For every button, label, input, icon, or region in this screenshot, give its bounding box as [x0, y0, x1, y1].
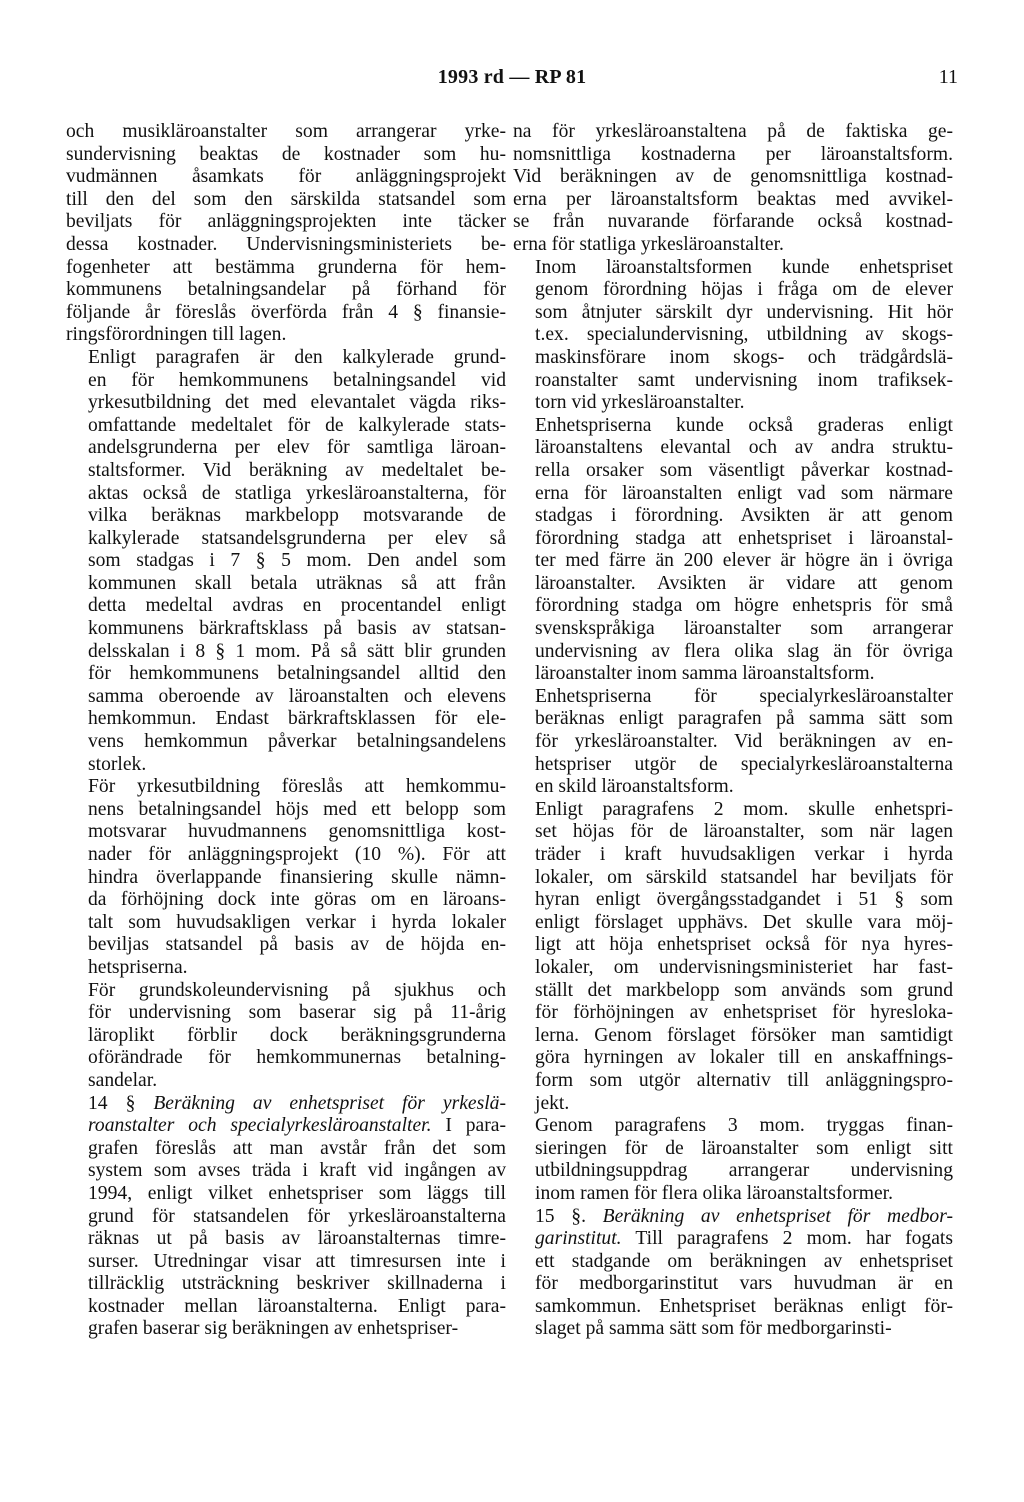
text-line: lokaler, om undervisningsministeriet har fast-	[535, 956, 953, 978]
text-line: erna per läroanstaltsform beaktas med avvikel-	[513, 188, 953, 210]
text-line: ligt att höja enhetspriset också för nya hyres-	[535, 934, 953, 956]
text-line: 1994, enligt vilket enhetspriser som läggs till	[88, 1182, 506, 1204]
text-line: sundervisning beaktas de kostnader som hu-	[66, 143, 506, 165]
text-line: förordning stadga om högre enhetspris för små	[535, 595, 953, 617]
paragraph	[513, 415, 953, 686]
text-line: kostnader mellan läroanstalterna. Enligt para-	[88, 1295, 506, 1317]
text-line: följande år föreslås överförda från 4 § finansie-	[66, 301, 506, 323]
text-line: ställt det markbelopp som används som grund	[535, 979, 953, 1001]
text-line: garinstitut. Till paragrafens 2 mom. har fogats	[535, 1228, 953, 1250]
text-line: kommunens betalningsandelar på förhand för	[66, 279, 506, 301]
text-line: svenskspråkiga läroanstalter som arrangerar	[535, 618, 953, 640]
text-line: tillräcklig utsträckning beskriver skillnaderna i	[88, 1273, 506, 1295]
text-line: dessa kostnader. Undervisningsministeriets be-	[66, 233, 506, 255]
paragraph	[513, 1115, 953, 1205]
text-line: 15 §. Beräkning av enhetspriset för medbor-	[535, 1205, 953, 1227]
text-line: läroanstalter. Avsikten är vidare att genom	[535, 572, 953, 594]
text-line: torn vid yrkesläroanstalter.	[535, 392, 745, 414]
text-line: form som utgör alternativ till anläggningspro-	[535, 1069, 953, 1091]
text-line: till den del som den särskilda statsandel som	[66, 188, 506, 210]
text-line: fogenheter att bestämma grunderna för hem-	[66, 256, 506, 278]
text-line: ett stadgande om beräkningen av enhetspriset	[535, 1250, 953, 1272]
text-line: system som avses träda i kraft vid ingången av	[88, 1160, 506, 1182]
text-line: samma oberoende av läroanstalten och elevens	[88, 685, 506, 707]
paragraph	[66, 776, 506, 979]
text-line: staltsformer. Vid beräkning av medeltalet be-	[88, 459, 506, 481]
text-line: yrkesutbildning det med elevantalet vägda riks-	[88, 392, 506, 414]
text-line: Genom paragrafens 3 mom. tryggas finan-	[535, 1115, 953, 1137]
text-line: oförändrade för hemkommunernas betalning-	[88, 1047, 506, 1069]
text-line: lerna. Genom förslaget försöker man samtidigt	[535, 1024, 953, 1046]
text-line: beviljas statsandel på basis av de höjda en-	[88, 934, 506, 956]
text-line: nader för anläggningsprojekt (10 %). För att	[88, 844, 506, 865]
paragraph	[66, 121, 506, 347]
text-line: inom ramen för flera olika läroanstaltsformer.	[535, 1182, 893, 1204]
text-line: för hemkommunens betalningsandel alltid den	[88, 663, 506, 685]
text-line: sandelar.	[88, 1069, 158, 1091]
text-line: Enligt paragrafens 2 mom. skulle enhetspri-	[535, 798, 953, 820]
paragraph	[513, 1206, 953, 1342]
text-line: andelsgrunderna per elev för samtliga läroan-	[88, 437, 506, 459]
text-line: ringsförordningen till lagen.	[66, 324, 287, 346]
text-line: vilka beräknas markbelopp motsvarande de	[88, 505, 506, 527]
text-line: kalkylerade statsandelsgrunderna per elev så	[88, 527, 506, 549]
text-line: t.ex. specialundervisning, utbildning av skogs-	[535, 324, 953, 346]
text-line: utbildningsuppdrag arrangerar undervisning	[535, 1160, 953, 1182]
text-line: lokaler, om särskild statsandel har beviljats för	[535, 866, 953, 888]
text-line: förordning stadga att enhetspriset i läroanstal-	[535, 527, 953, 549]
text-line: läroanstalter inom samma läroanstaltsform.	[535, 663, 875, 685]
text-line: nomsnittliga kostnaderna per läroanstaltsform.	[513, 143, 953, 165]
text-line: se från nuvarande förfarande också kostnad-	[513, 211, 953, 233]
text-line: läroplikt förblir dock beräkningsgrunderna	[88, 1024, 506, 1046]
text-line: hetspriserna.	[88, 956, 188, 978]
text-line: och musikläroanstalter som arrangerar yrke-	[66, 121, 506, 142]
text-line: kommunen skall betala uträknas så att från	[88, 572, 506, 594]
text-line: nens betalningsandel höjs med ett belopp som	[88, 798, 506, 820]
text-line: kommunens bärkraftsklass på basis av statsan-	[88, 618, 506, 640]
left-column	[66, 121, 506, 1341]
text-line: ter med färre än 200 elever är högre än i övriga	[535, 550, 953, 572]
text-line: erna för läroanstalten enligt vad som närmare	[535, 482, 953, 504]
text-line: surser. Utredningar visar att timresursen inte i	[88, 1250, 506, 1272]
text-line: som åtnjuter särskilt dyr undervisning. Hit hör	[535, 301, 953, 323]
right-column	[513, 121, 953, 1341]
text-line: För yrkesutbildning föreslås att hemkommu-	[88, 776, 506, 798]
running-header-title: 1993 rd — RP 81	[437, 66, 587, 88]
paragraph	[513, 799, 953, 1115]
text-line: räknas ut på basis av läroanstalternas timre-	[88, 1228, 506, 1250]
text-line: hemkommun. Endast bärkraftsklassen för ele-	[88, 708, 506, 730]
text-line: beräknas enligt paragrafen på samma sätt som	[535, 708, 953, 730]
text-line: en skild läroanstaltsform.	[535, 776, 734, 798]
text-line: göra hyrningen av lokaler till en anskaffnings-	[535, 1047, 953, 1069]
text-line: vudmännen åsamkats för anläggningsprojekt	[66, 166, 506, 188]
text-line: samkommun. Enhetspriset beräknas enligt för-	[535, 1295, 953, 1317]
text-line: Inom läroanstaltsformen kunde enhetspriset	[535, 256, 953, 278]
text-line: för förhöjningen av enhetspriset för hyresloka-	[535, 1002, 953, 1024]
page-number: 11	[938, 66, 958, 88]
text-line: för yrkesläroanstalter. Vid beräkningen av en-	[535, 731, 953, 753]
text-line: motsvarar huvudmannens genomsnittliga kost-	[88, 821, 506, 843]
text-line: stadgas i förordning. Avsikten är att genom	[535, 505, 953, 527]
text-line: beviljats för anläggningsprojekten inte täcker	[66, 211, 506, 233]
paragraph	[66, 347, 506, 776]
paragraph	[66, 1093, 506, 1342]
text-line: na för yrkesläroanstaltena på de faktiska ge-	[513, 121, 953, 142]
page-header	[0, 66, 1024, 96]
text-line: hindra överlappande finansiering skulle nämn-	[88, 866, 506, 888]
text-line: erna för statliga yrkesläroanstalter.	[513, 233, 784, 255]
text-line: för undervisning som baserar sig på 11-årig	[88, 1002, 506, 1024]
paragraph	[513, 257, 953, 415]
text-line: undervisning av flera olika slag än för övriga	[535, 640, 953, 662]
text-line: grund för statsandelen för yrkesläroanstalterna	[88, 1205, 506, 1227]
text-line: Enhetspriserna för specialyrkesläroanstalter	[535, 685, 953, 707]
text-line: en för hemkommunens betalningsandel vid	[88, 369, 506, 391]
text-line: hyran enligt övergångsstadgandet i 51 § som	[535, 889, 953, 911]
text-line: Enhetspriserna kunde också graderas enligt	[535, 414, 953, 436]
text-line: För grundskoleundervisning på sjukhus och	[88, 979, 506, 1001]
text-line: delsskalan i 8 § 1 mom. På så sätt blir grunden	[88, 640, 506, 662]
paragraph	[513, 121, 953, 257]
paragraph	[66, 980, 506, 1093]
text-line: detta medeltal avdras en procentandel enligt	[88, 595, 506, 617]
text-line: träder i kraft huvudsakligen verkar i hyrda	[535, 844, 953, 865]
text-line: som stadgas i 7 § 5 mom. Den andel som	[88, 550, 506, 572]
text-line: da förhöjning dock inte göras om en läroans-	[88, 889, 506, 911]
text-line: jekt.	[535, 1092, 570, 1114]
text-line: slaget på samma sätt som för medborgarinsti-	[535, 1318, 892, 1340]
text-line: roanstalter och specialyrkesläroanstalter. I para-	[88, 1115, 506, 1137]
text-line: enligt förslaget upphävs. Det skulle vara möj-	[535, 911, 953, 933]
text-line: maskinsförare inom skogs- och trädgårdslä-	[535, 346, 953, 368]
text-line: hetspriser utgör de specialyrkesläroanstalterna	[535, 753, 953, 775]
text-line: rella orsaker som väsentligt påverkar kostnad-	[535, 459, 953, 481]
text-line: läroanstaltens elevantal och av andra struktu-	[535, 437, 953, 459]
text-line: genom förordning höjas i fråga om de elever	[535, 279, 953, 301]
text-line: roanstalter samt undervisning inom trafiksek-	[535, 369, 953, 391]
text-line: grafen föreslås att man avstår från det som	[88, 1137, 506, 1159]
text-line: grafen baserar sig beräkningen av enhetspriser-	[88, 1318, 459, 1340]
text-line: omfattande medeltalet för de kalkylerade stats-	[88, 414, 506, 436]
text-line: 14 § Beräkning av enhetspriset för yrkeslä-	[88, 1092, 506, 1114]
text-line: Enligt paragrafen är den kalkylerade grund-	[88, 346, 506, 368]
text-line: talt som huvudsakligen verkar i hyrda lokaler	[88, 911, 506, 933]
paragraph	[513, 686, 953, 799]
text-line: storlek.	[88, 753, 147, 775]
text-line: för medborgarinstitut vars huvudman är en	[535, 1273, 953, 1295]
text-line: aktas också de statliga yrkesläroanstalterna, för	[88, 482, 506, 504]
text-line: set höjas för de läroanstalter, som när lagen	[535, 821, 953, 843]
text-line: Vid beräkningen av de genomsnittliga kostnad-	[513, 166, 953, 188]
text-line: sieringen för de läroanstalter som enligt sitt	[535, 1137, 953, 1159]
text-line: vens hemkommun påverkar betalningsandelens	[88, 731, 506, 753]
